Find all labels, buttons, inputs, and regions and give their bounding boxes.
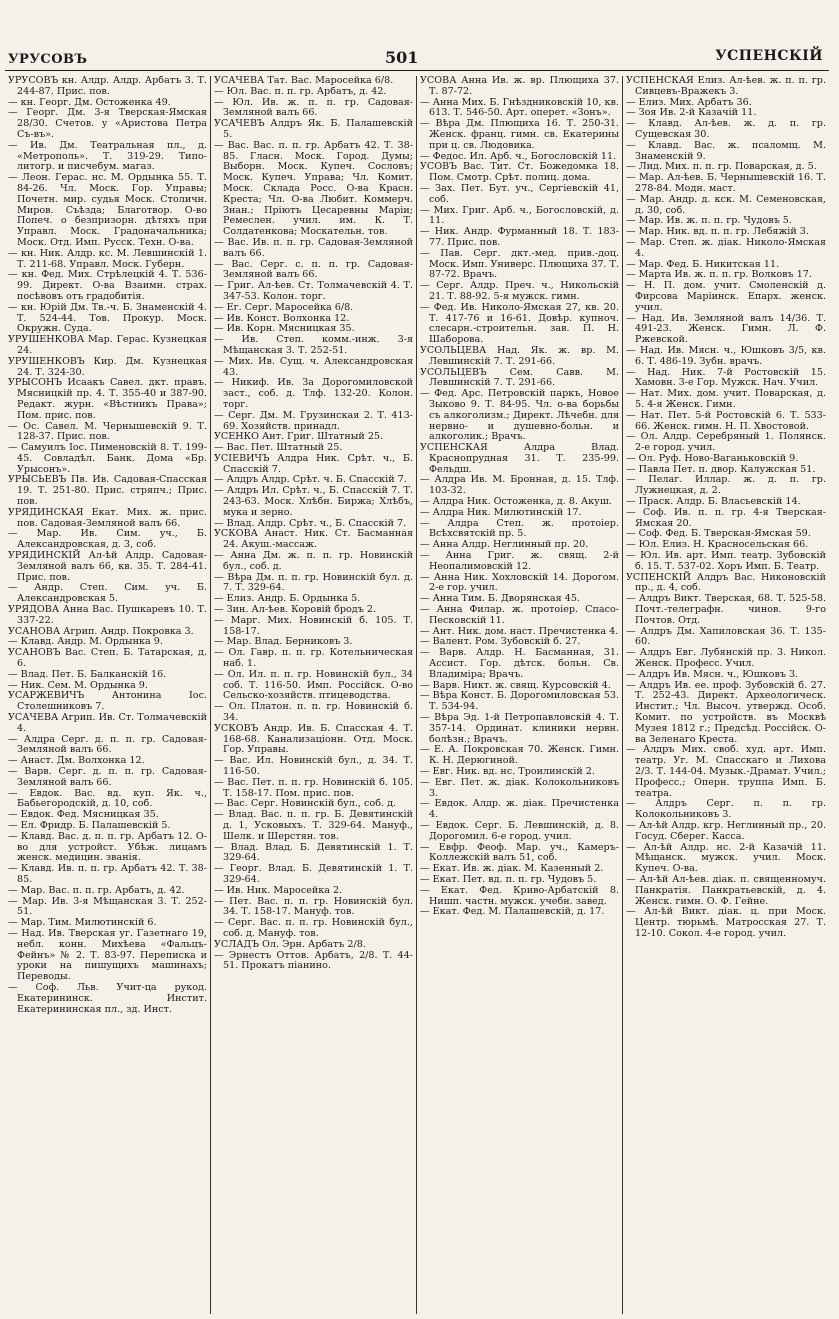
directory-entry: — Пелаг. Иллар. ж. д. п. гр. Лужнецкая, д. 2. (626, 474, 826, 497)
directory-entry: — Над. Ив. Мясн. ч., Юшковъ 3/5, кв. 6. Т. 486-19. Зубн. врачъ. (626, 344, 826, 367)
directory-entry: УСАЧЕВА Агрип. Ив. Ст. Толмачевскій 4. (8, 712, 207, 734)
directory-entry: УСКОВЪ Андр. Ив. Б. Спасская 4. Т. 168-68. Канализаціонн. Отд. Моск. Гор. Управы. (214, 722, 413, 756)
directory-entry: УРУШЕНКОВЪ Кир. Дм. Кузнецкая 24. Т. 324-30. (8, 355, 207, 378)
directory-entry: УСЕНКО Ант. Григ. Штатный 25. (214, 431, 384, 443)
directory-entry: — Вас. Ил. Новинскій бул., д. 34. Т. 116-50. (214, 755, 413, 777)
directory-entry: — Ол. Ил. п. п. гр. Новинскій бул., 34 соб. Т. 116-50. Имп. Россійск. О-во Сельско-хозяйств. птицеводства. (214, 668, 413, 702)
directory-entry: — Евфр. Феоф. Мар. уч., Камеръ-Коллежскій валъ 51, соб. (420, 841, 619, 864)
directory-entry: — Вѣра Эд. 1-й Петропавловскій 4. Т. 357-14. Ординат. клиники нервн. болѣзн.; Врачъ. (420, 712, 619, 745)
directory-entry: — Клавд. Андр. М. Ордынка 9. (8, 636, 163, 648)
directory-entry: — Соф. Фед. Б. Тверская-Ямская 59. (626, 528, 811, 540)
directory-entry: — Ол. Алдр. Серебряный 1. Полянск. 2-е город. учил. (626, 431, 826, 454)
directory-entry: — Пав. Серг. дкт.-мед. прив.-доц. Моск. Имп. Универс. Плющиха 37. Т. 87-72. Врачъ. (420, 247, 619, 281)
directory-entry: УСАЧЕВЪ Алдръ Як. Б. Палашевскій 5. (214, 118, 413, 140)
directory-entry: — Зин. Ал-ѣев. Коровій бродъ 2. (214, 604, 377, 616)
directory-entry: — Вас. Ив. п. п. гр. Садовая-Земляной валъ 66. (214, 236, 413, 259)
directory-entry: — Григ. Ал-ѣев. Ст. Толмачевскій 4. Т. 347-53. Колон. торг. (214, 280, 413, 302)
column-3 (417, 76, 623, 1314)
directory-entry: — Мих. Григ. Арб. ч., Богословскій, д. 11. (420, 204, 619, 227)
directory-entry: УСАРЖЕВИЧЪ Антонина Іос. Столешниковъ 7. (8, 690, 207, 713)
directory-entry: — Вас. Пет. п. п. гр. Новинскій б. 105. Т. 158-17. Пом. прис. пов. (214, 776, 413, 799)
directory-entry: — Ник. Андр. Фурманный 18. Т. 183-77. Прис. пов. (420, 226, 619, 248)
directory-entry: — кн. Юрій Дм. Тв.-ч. Б. Знаменскій 4. Т. 524-44. Тов. Прокур. Моск. Окружн. Суда. (8, 301, 207, 335)
directory-entry: — Юл. Ив. арт. Имп. театр. Зубовскій б. 15. Т. 537-02. Хоръ Имп. Б. Театр. (626, 550, 826, 572)
directory-entry: — Нат. Пет. 5-й Ростовскій 6. Т. 533-66. Женск. гимн. Н. П. Хвостовой. (626, 409, 826, 432)
header-rule (5, 70, 829, 71)
directory-entry: — Мар. Ив. ж. п. п. гр. Чудовъ 5. (626, 215, 792, 227)
directory-entry: — Зоя Ив. 2-й Казачій 11. (626, 107, 757, 119)
directory-entry: УСАЧЕВА Тат. Вас. Маросейка 6/8. (214, 76, 394, 86)
directory-entry: — Влад. Алдр. Срѣт. ч., Б. Спасскій 7. (214, 517, 407, 529)
directory-entry: — Мар. Фед. Б. Никитская 11. (626, 258, 780, 270)
directory-entry: — Юл. Елиз. Н. Красносельская 66. (626, 539, 809, 551)
directory-entry: — Алдръ Евг. Лубянскій пр. 3. Никол. Женск. Професс. Учил. (626, 647, 826, 670)
directory-entry: — Ол. Платон. п. п. гр. Новинскій б. 34. (214, 701, 413, 724)
directory-entry: — Анна Григ. ж. свящ. 2-й Неопалимовскій 12. (420, 550, 619, 572)
directory-entry: — Павла Пет. п. двор. Калужская 51. (626, 463, 816, 475)
directory-entry: — Евдок. Фед. Мясницкая 35. (8, 809, 159, 821)
directory-entry: УРЯДИНСКІЙ Ал-ѣй Алдр. Садовая-Земляной валъ 66, кв. 35. Т. 284-41. Прис. пов. (8, 550, 207, 583)
directory-entry: — Клавд. Ив. п. п. гр. Арбатъ 42. Т. 38-85. (8, 863, 207, 885)
directory-entry: — Алдръ Серг. п. п. гр. Колокольниковъ 3. (626, 798, 826, 821)
directory-entry: — Алдръ Дм. Хапиловская 36. Т. 135-60. (626, 625, 826, 648)
directory-entry: — Ал-ѣй Ал-ѣев. діак. п. священномуч. Панкратія. Панкратьевскій, д. 4. Женск. гимн. О. Ф. Гейне. (626, 873, 826, 907)
column-2 (211, 76, 417, 1314)
directory-entry: — Варв. Алдр. Н. Басманная, 31. Ассист. Гор. дѣтск. больн. Св. Владиміра; Врачъ. (420, 647, 619, 680)
running-head-left: УРУСОВЪ (8, 52, 88, 67)
directory-entry: — Н. П. дом. учит. Смоленскій д. Фирсова Маріинск. Епарх. женск. учил. (626, 280, 826, 313)
directory-entry: — Екат. Фед. Криво-Арбатскій 8. Нишп. частн. мужск. учебн. завед. (420, 884, 619, 907)
directory-entry: — Серг. Дм. М. Грузинская 2. Т. 413-69. Хозяйств. принадл. (214, 409, 413, 432)
directory-entry: — Екат. Пет. вд. п. п. гр. Чудовъ 5. (420, 873, 597, 885)
directory-entry: УСАНОВА Агрип. Андр. Покровка 3. (8, 625, 194, 637)
directory-entry: УРЯДОВА Анна Вас. Пушкаревъ 10. Т. 337-22. (8, 604, 207, 626)
directory-entry: — кн. Георг. Дм. Остоженка 49. (8, 96, 171, 108)
directory-entry: — Мар. Степ. ж. діак. Николо-Ямская 4. (626, 236, 826, 259)
directory-entry: — Влад. Влад. Б. Девятинскій 1. Т. 329-64. (214, 841, 413, 864)
directory-entry: — Серг. Вас. п. п. гр. Новинскій бул., соб. д. Мануф. тов. (214, 917, 413, 939)
directory-entry: — Ел. Фридр. Б. Палашевскій 5. (8, 819, 171, 831)
directory-entry: — Лид. Мих. п. п. гр. Поварская, д. 5. (626, 161, 817, 173)
directory-entry: — Ив. Степ. комм.-инж. 3-я Мѣщанская 3. Т. 252-51. (214, 334, 413, 356)
directory-entry: УСОЛЬЦЕВА Над. Як. ж. вр. М. Левшинскій 7. Т. 291-66. (420, 344, 619, 367)
directory-entry: — Вѣра Дм. п. п. гр. Новинскій бул. д. 7. Т. 329-64. (214, 571, 413, 594)
directory-entry: — Евдок. Серг. Б. Левшинскій, д. 8. Дорогомил. 6-е город. учил. (420, 819, 619, 842)
directory-entry: — Эрнестъ Оттов. Арбатъ, 2/8. Т. 44-51. Прокатъ піанино. (214, 949, 413, 972)
directory-entry: — Алдра Ник. Остоженка, д. 8. Акуш. (420, 496, 612, 508)
directory-entry: — Ив. Ник. Маросейка 2. (214, 884, 343, 896)
directory-entry: — Варв. Никт. ж. свящ. Курсовскій 4. (420, 679, 611, 691)
directory-entry: — Клавд. Вас. д. п. п. гр. Арбатъ 12. О-во для устройст. Убѣж. лицамъ женск. медицин. званія. (8, 830, 207, 864)
directory-entry: — Мар. Ив. 3-я Мѣщанская 3. Т. 252-51. (8, 895, 207, 918)
column-4 (623, 76, 829, 1314)
directory-entry: — Ив. Дм. Театральная пл., д. «Метрополь». Т. 319-29. Типо-литогр. и писчебум. магаз. (8, 139, 207, 173)
directory-entry: — Ник. Сем. М. Ордынка 9. (8, 679, 148, 691)
directory-entry: УСІЕВИЧЪ Алдра Ник. Срѣт. ч., Б. Спасскій 7. (214, 452, 413, 475)
directory-entry: — Алдръ Ив. ее. проф. Зубовскій б. 27. Т. 252-43. Директ. Археологическ. Инстит.; Чл. Высоч. утвержд. Особ. Комит. по устройств. въ Москвѣ Музея 1812 г.; Предсѣд. Россійск. О-ва Зеленаго Креста. (626, 679, 826, 745)
directory-entry: — Ал-ѣй Алдр. нс. 2-й Казачій 11. Мѣщанск. мужск. учил. Моск. Купеч. О-ва. (626, 841, 826, 875)
directory-entry: — Мих. Ив. Сущ. ч. Александровская 43. (214, 355, 413, 378)
directory-entry: — Анна Филар. ж. протоіер. Спасо-Песковскій 11. (420, 604, 619, 626)
directory-entry: — Мар. Вас. п. п. гр. Арбатъ, д. 42. (8, 884, 185, 896)
directory-entry: — Нат. Мих. дом. учит. Поварская, д. 5. 4-я Женск. Гимн. (626, 388, 826, 410)
directory-entry: — Над. Ив. Земляной валъ 14/36. Т. 491-23. Женск. Гимн. Л. Ф. Ржевской. (626, 312, 826, 346)
directory-entry: — Варв. Серг. д. п. п. гр. Садовая-Земляной валъ 66. (8, 766, 207, 788)
directory-entry: — Ег. Серг. Маросейка 6/8. (214, 301, 354, 313)
directory-entry: — Алдръ Ив. Мясн. ч., Юшковъ 3. (626, 668, 799, 680)
directory-entry: — Никиф. Ив. За Дорогомиловской заст., соб. д. Тлф. 132-20. Колон. торг. (214, 377, 413, 410)
directory-entry: — Алдра Степ. ж. протоіер. Всѣхсвятскій пр. 5. (420, 517, 619, 540)
directory-entry: — Клавд. Вас. ж. псаломщ. М. Знаменскій 9. (626, 139, 826, 162)
directory-entry: — Ал-ѣй Викт. діак. ц. при Моск. Центр. тюрьмѣ. Матросская 27. Т. 12-10. Сокол. 4-е город. учил. (626, 906, 826, 939)
directory-entry: — Ив. Корн. Мясницкая 35. (214, 323, 355, 335)
directory-entry: УРЫСЬЕВЪ Пв. Ив. Садовая-Спасская 19. Т. 251-80. Прис. стряпч.; Прис. пов. (8, 474, 207, 508)
directory-entry: — Алдра Ив. М. Бронная, д. 15. Тлф. 103-32. (420, 474, 619, 497)
directory-entry: — Мар. Ал-ѣев. Б. Чернышевскій 16. Т. 278-84. Модн. маст. (626, 172, 826, 194)
directory-entry: УРЯДИНСКАЯ Екат. Мих. ж. прис. пов. Садовая-Земляной валъ 66. (8, 506, 207, 529)
directory-entry: — Ос. Савел. М. Чернышевскій 9. Т. 128-37. Прис. пов. (8, 420, 207, 443)
directory-entry: — Над. Ив. Тверская уг. Газетнаго 19, небл. конн. Михѣева «Фальцъ-Фейнъ» № 2. Т. 83-97. Переписка и уроки на пишущихъ машинахъ; Переводы. (8, 927, 207, 983)
directory-entry: — Влад. Пет. Б. Балканскій 16. (8, 668, 167, 680)
directory-entry: — Ант. Ник. дом. наст. Пречистенка 4. (420, 625, 619, 637)
directory-entry: — Ив. Конст. Волхонка 12. (214, 312, 350, 324)
directory-entry: — Леон. Герас. нс. М. Ордынка 55. Т. 84-26. Чл. Моск. Гор. Управы; Почетн. мир. судья Моск. Столичн. Миров. Съѣзда; Благотвор. О-во Попеч. о безпризорн. дѣтяхъ при Управл. Моск. Градоначальника; Моск. Отд. Имп. Русск. Техн. О-ва. (8, 172, 207, 248)
directory-entry: — Елиз. Мих. Арбатъ 36. (626, 96, 752, 108)
directory-entry: УРУСОВЪ кн. Алдр. Алдр. Арбатъ 3. Т. 244-87. Прис. пов. (8, 76, 207, 97)
directory-entry: — Георг. Дм. 3-я Тверская-Ямская 28/30. Счетов. у «Аристова Петра Съ-въ». (8, 107, 207, 140)
directory-entry: — Юл. Вас. п. п. гр. Арбатъ, д. 42. (214, 85, 387, 97)
directory-entry: — Алдръ Алдр. Срѣт. ч. Б. Спасскій 7. (214, 474, 407, 486)
directory-entry: — Алдра Ник. Милютинскій 17. (420, 506, 582, 518)
directory-entry: — Марта Ив. ж. п. п. гр. Волковъ 17. (626, 269, 812, 281)
page-number: 501 (385, 48, 419, 67)
directory-entry: — Евг. Ник. вд. нс. Троилинскій 2. (420, 766, 595, 777)
directory-entry: — Вас. Серг. с. п. п. гр. Садовая-Земляной валъ 66. (214, 258, 413, 281)
directory-entry: — Валент. Ром. Зубовскій б. 27. (420, 636, 581, 648)
directory-entry: — Елиз. Андр. Б. Ордынка 5. (214, 593, 361, 605)
directory-entry: — Алдръ Ил. Срѣт. ч., Б. Спасскій 7. Т. 243-63. Моск. Хлѣбн. Биржа; Хлѣбъ, мука и зерно. (214, 485, 413, 518)
directory-entry: — Евдок. Вас. вд. куп. Як. ч., Бабьегородскій, д. 10, соб. (8, 787, 207, 810)
directory-entry: УСПЕНСКІЙ Алдръ Вас. Никоновскій пр., д. 4, соб. (626, 571, 826, 594)
directory-entry: — Анна Мих. Б. Гнѣздниковскій 10, кв. 613. Т. 546-50. Арт. оперет. «Зонъ». (420, 96, 619, 119)
directory-entry: — Мар. Влад. Берниковъ 3. (214, 636, 353, 648)
column-1 (5, 76, 211, 1314)
directory-entry: — Вас. Вас. п. п. гр. Арбатъ 42. Т. 38-85. Гласн. Моск. Город. Думы; Выборн. Моск. Купеч. Сословъ; Моск. Купеч. Управа; Чл. Комит. Моск. Склада Росс. О-ва Красн. Креста; Чл. О-ва Любит. Коммерч. Знан.; Пріютъ Цесаревны Маріи; Ремеслен. учил. им. К. Т. Солдатенкова; Москательн. тов. (214, 139, 413, 238)
directory-entry: — кн. Фед. Мих. Стрѣлецкій 4. Т. 536-99. Директ. О-ва Взаимн. страх. посѣвовъ отъ градобитія. (8, 269, 207, 302)
directory-entry: — Ол. Гавр. п. п. гр. Котельническая наб. 1. (214, 647, 413, 670)
directory-entry: — Анна Ник. Хохловскій 14. Дорогом. 2-е гор. учил. (420, 571, 619, 594)
directory-entry: — Георг. Влад. Б. Девятинскій 1. Т. 329-64. (214, 863, 413, 885)
directory-entry: — Екат. Фед. М. Палашевскій, д. 17. (420, 906, 605, 918)
directory-columns (5, 76, 831, 1314)
directory-entry: — Фед. Арс. Петровскій паркъ, Новое Зыково 9. Т. 84-95. Чл. о-ва борьбы съ алкоголизм.; Директ. Лѣчебн. для нервно- и душевно-больн. и алкоголик.; Врачъ. (420, 388, 619, 443)
directory-entry: — кн. Ник. Алдр. кс. М. Левшинскій 1. Т. 211-68. Управл. Моск. Губерн. (8, 247, 207, 270)
directory-entry: УСОВЪ Вас. Тит. Ст. Божедомка 18. Пом. Смотр. Срѣт. полиц. дома. (420, 161, 619, 184)
directory-entry: — Андр. Степ. Сим. уч. Б. Александровская 5. (8, 582, 207, 605)
directory-entry: — Серг. Алдр. Преч. ч., Никольскій 21. Т. 88-92. 5-я мужск. гимн. (420, 280, 619, 302)
directory-entry: — Зах. Пет. Бут. уч., Сергіевскій 41, соб. (420, 182, 619, 205)
directory-entry: — Евг. Пет. ж. діак. Колокольниковъ 3. (420, 776, 619, 799)
directory-entry: — Е. А. Покровская 70. Женск. Гимн. К. Н. Дерюгиной. (420, 744, 619, 767)
directory-entry: УСОЛЬЦЕВЪ Сем. Савв. М. Левшинскій 7. Т. 291-66. (420, 366, 619, 389)
directory-entry: — Алдра Серг. д. п. п. гр. Садовая-Земляной валъ 66. (8, 733, 207, 756)
directory-entry: УСОВА Анна Ив. ж. вр. Плющиха 37. Т. 87-72. (420, 76, 619, 97)
directory-entry: — Мар. Андр. д. кск. М. Семеновская, д. 30, соб. (626, 193, 826, 216)
directory-entry: — Анаст. Дм. Волхонка 12. (8, 755, 145, 767)
directory-entry: — Екат. Ив. ж. діак. М. Казенный 2. (420, 863, 604, 875)
directory-entry: УСПЕНСКАЯ Алдра Влад. Краснопрудная 31. Т. 235-99. Фельдш. (420, 442, 619, 475)
directory-entry: — Федос. Ил. Арб. ч., Богословскій 11. (420, 150, 617, 162)
directory-entry: — Соф. Ив. п. п. гр. 4-я Тверская-Ямская 20. (626, 506, 826, 529)
directory-entry: — Марг. Мих. Новинскій б. 105. Т. 158-17. (214, 614, 413, 637)
directory-entry: — Праск. Алдр. Б. Власьевскій 14. (626, 496, 801, 508)
directory-entry: — Мар. Ив. Сим. уч., Б. Александровская, д. 3, соб. (8, 528, 207, 551)
running-head-right: УСПЕНСКІЙ (715, 48, 823, 64)
directory-entry: УРЫСОНЪ Исаакъ Савел. дкт. правъ. Мясницкій пр. 4. Т. 355-40 и 387-90. Редакт. журн. «Вѣстникъ Права»; Пом. прис. пов. (8, 377, 207, 421)
directory-entry: — Ол. Руф. Ново-Ваганьковскій 9. (626, 452, 799, 464)
directory-entry: УРУШЕНКОВА Мар. Герас. Кузнецкая 24. (8, 334, 207, 356)
directory-entry: — Анна Тим. Б. Дворянская 45. (420, 593, 580, 605)
directory-entry: — Влад. Вас. п. п. гр. Б. Девятинскій д. 1, Усковыхъ. Т. 329-64. Мануф., Шелк. и Шерстян. тов. (214, 809, 413, 842)
directory-entry: УСКОВА Анаст. Ник. Ст. Басманная 24. Акуш.-массаж. (214, 528, 413, 551)
directory-entry: — Клавд. Ал-ѣев. ж. д. п. гр. Сущевская 30. (626, 118, 826, 140)
directory-entry: — Вѣра Дм. Плющиха 16. Т. 250-31. Женск. франц. гимн. св. Екатерины при ц. св. Людовика. (420, 118, 619, 151)
directory-entry: — Пет. Вас. п. п. гр. Новинскій бул. 34. Т. 158-17. Мануф. тов. (214, 895, 413, 918)
directory-entry: — Над. Ник. 7-й Ростовскій 15. Хамовн. 3-е Гор. Мужск. Нач. Учил. (626, 366, 826, 389)
directory-entry: — Юл. Ив. ж. п. п. гр. Садовая-Земляной валъ 66. (214, 96, 413, 119)
directory-entry: — Мар. Тим. Милютинскій 6. (8, 917, 157, 929)
directory-entry: УСЛАДЪ Ол. Эрн. Арбатъ 2/8. (214, 938, 366, 950)
directory-entry: — Соф. Льв. Учит-ца рукод. Екатерининск. Инстит. Екатерининская пл., зд. Инст. (8, 981, 207, 1015)
directory-entry: — Ал-ѣй Алдр. кгр. Неглинный пр., 20. Госуд. Сберег. Касса. (626, 819, 826, 842)
directory-entry: — Вас. Пет. Штатный 25. (214, 442, 343, 454)
directory-entry: — Самуилъ Іос. Пименовскій 8. Т. 199-45. Совладѣл. Банк. Дома «Бр. Урысонъ». (8, 442, 207, 475)
directory-entry: — Фед. Ив. Николо-Ямская 27, кв. 20. Т. 417-76 и 16-61. Довѣр. купноч. слесарн.-строительн. зав. П. Н. Шаборова. (420, 301, 619, 346)
directory-entry: — Вѣра Конст. Б. Дорогомиловская 53. Т. 534-94. (420, 690, 619, 713)
directory-entry: — Анна Дм. ж. п. п. гр. Новинскій бул., соб. д. (214, 550, 413, 572)
page-header (0, 0, 839, 70)
directory-entry: — Мар. Ник. вд. п. п. гр. Лебяжій 3. (626, 226, 809, 238)
directory-entry: УСПЕНСКАЯ Елиз. Ал-ѣев. ж. п. п. гр. Сивцевъ-Вражекъ 3. (626, 76, 826, 97)
directory-entry: — Вас. Серг. Новинскій бул., соб. д. (214, 798, 397, 810)
directory-entry: УСАНОВЪ Вас. Степ. Б. Татарская, д. 6. (8, 647, 207, 670)
directory-entry: — Алдръ Мих. своб. худ. арт. Имп. театр. Уг. М. Спасскаго и Лихова 2/3. Т. 144-04. Музык.-Драмат. Учил.; Професс.; Оперн. труппа Имп. Б. театра. (626, 744, 826, 799)
directory-entry: — Евдок. Алдр. ж. діак. Пречистенка 4. (420, 798, 619, 821)
directory-entry: — Анна Алдр. Неглинный пр. 20. (420, 539, 589, 551)
directory-entry: — Алдръ Викт. Тверская, 68. Т. 525-58. Почт.-телеграфн. чинов. 9-го Почтов. Отд. (626, 593, 826, 626)
